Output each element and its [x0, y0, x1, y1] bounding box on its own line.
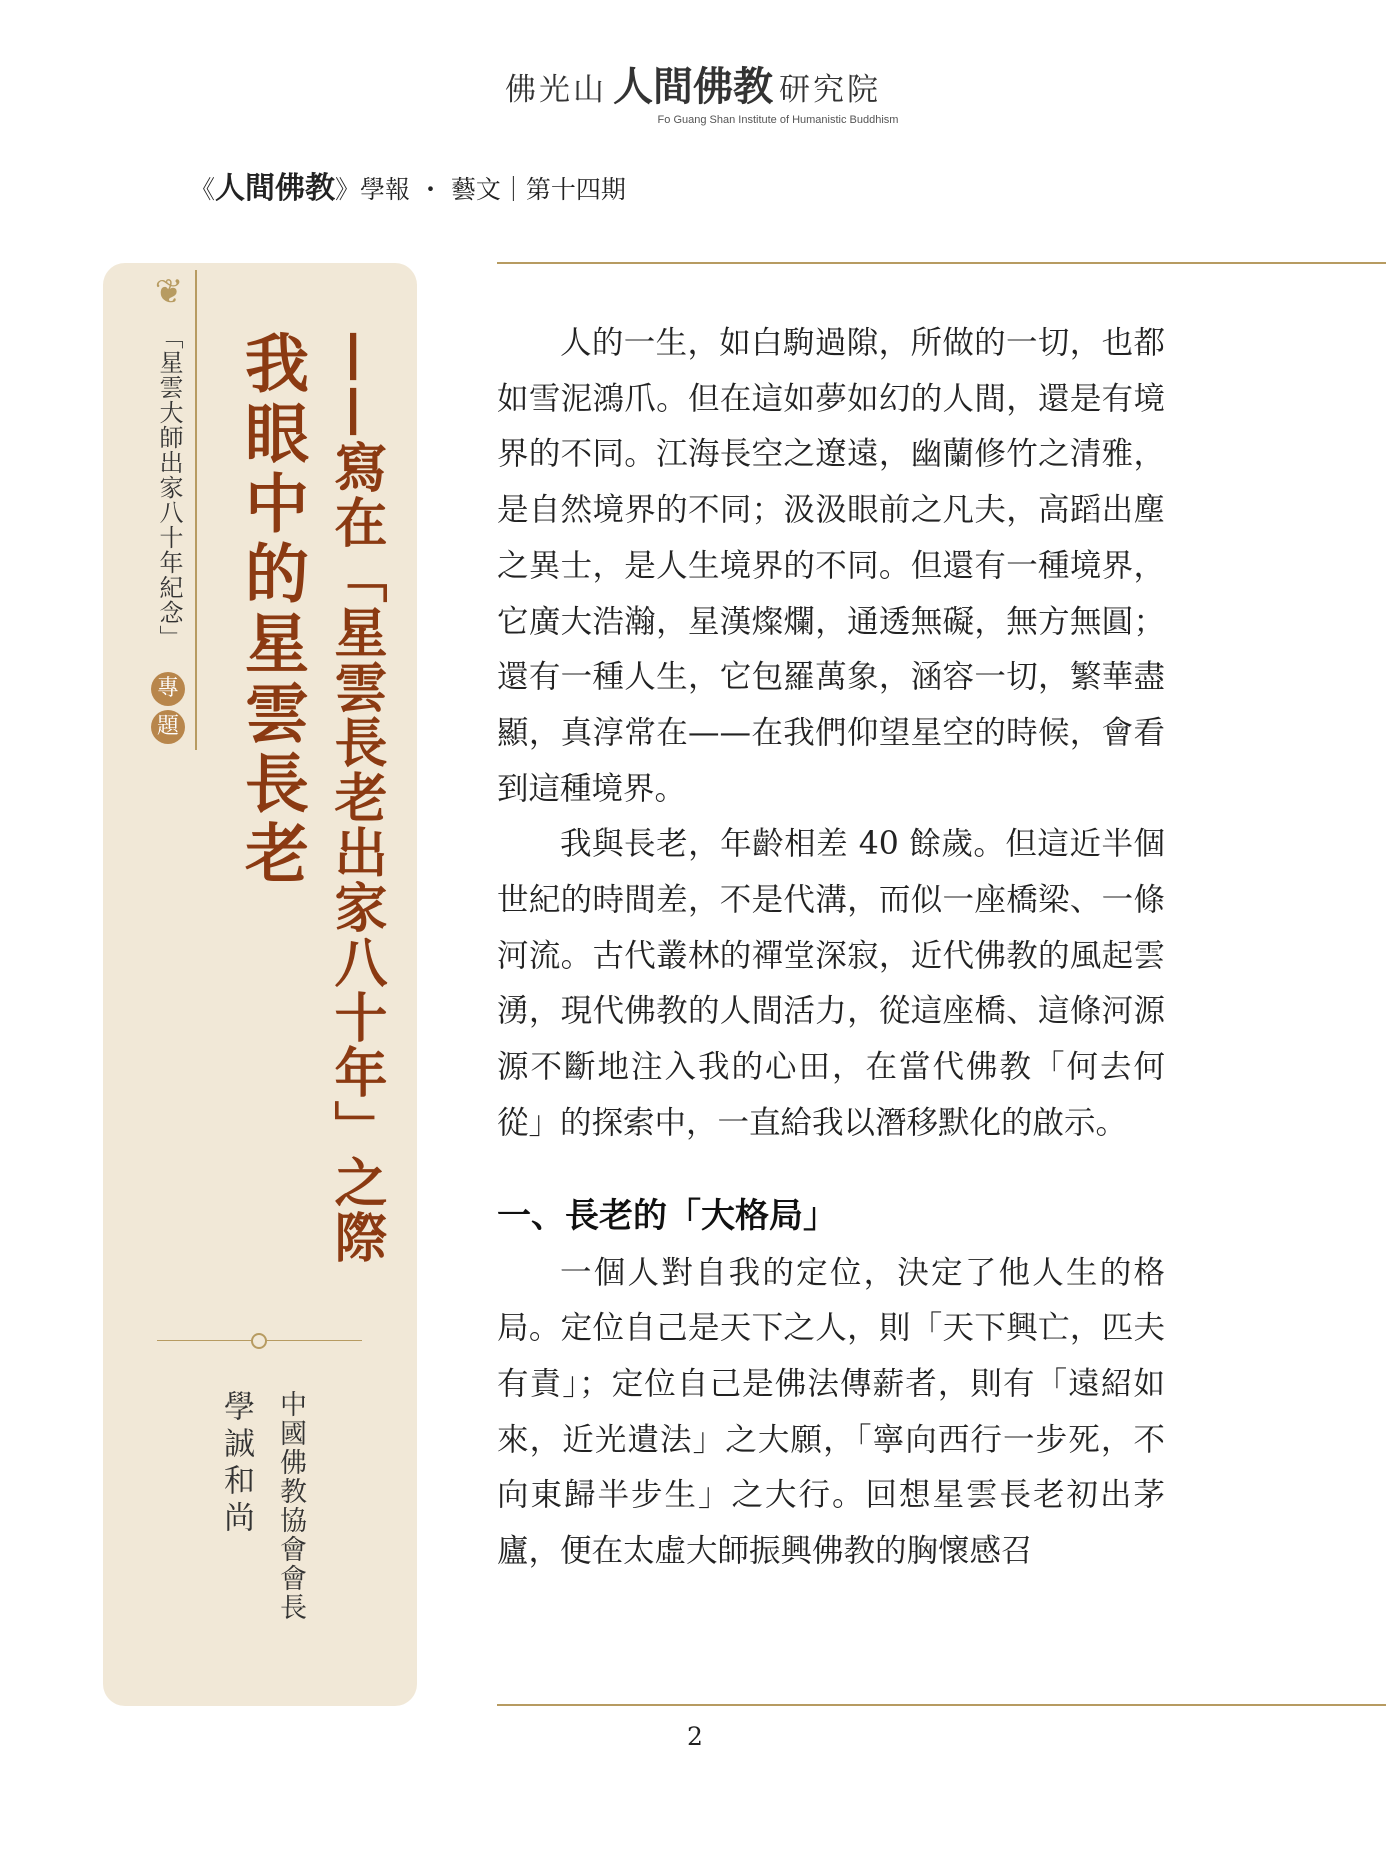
institute-title-left: 佛光山	[505, 72, 607, 108]
institute-header	[0, 55, 1386, 126]
body-paragraph-2: 我與長老，年齡相差 40 餘歲。但這近半個世紀的時間差，不是代溝，而似一座橋梁、一條河流。古代叢林的禪堂深寂，近代佛教的風起雲湧，現代佛教的人間活力，從這座橋、這條河源源不斷地注入我的心田，在當代佛教「何去何從」的探索中，一直給我以潛移默化的啟示。	[497, 826, 1165, 1141]
section-paragraph: 一個人對自我的定位，決定了他人生的格局。定位自己是天下之人，則「天下興亡，匹夫有責」；定位自己是佛法傳薪者，則有「遠紹如來，近光遺法」之大願，「寧向西行一步死，不向東歸半步生」之大行。回想星雲長老初出茅廬，便在太虛大師振興佛教的胸懷感召	[497, 1254, 1165, 1570]
page-number: 2	[687, 1722, 703, 1751]
journal-running-head	[190, 163, 626, 207]
article-subtitle: ——寫在「星雲長老出家八十年」之際	[326, 330, 388, 1265]
divider-dot-icon	[251, 1333, 267, 1349]
institute-logo-script: 人間佛教	[613, 63, 773, 110]
series-title: 「星雲大師出家八十年紀念」	[155, 325, 183, 650]
journal-logo-script: 人間佛教	[215, 171, 336, 206]
bottom-rule	[497, 1704, 1386, 1706]
running-head-issue: 》學報 ・ 藝文｜第十四期	[335, 175, 626, 204]
article-title: 我眼中的星雲長老	[234, 330, 309, 890]
series-strip	[145, 270, 197, 750]
author-name: 學誠和尚	[218, 1390, 254, 1538]
body-paragraph-1: 人的一生，如白駒過隙，所做的一切，也都如雪泥鴻爪。但在這如夢如幻的人間，還是有境界的不同。江海長空之遼遠，幽蘭修竹之清雅，是自然境界的不同；汲汲眼前之凡夫，高蹈出塵之異士，是人生境界的不同。但還有一種境界，它廣大浩瀚，星漢燦爛，通透無礙，無方無圓；還有一種人生，它包羅萬象，涵容一切，繁華盡顯，真淳常在——在我們仰望星空的時候，會看到這種境界。	[497, 325, 1165, 807]
special-topic-badge-1: 專	[151, 672, 185, 706]
running-head-open: 《	[190, 175, 216, 204]
institute-english-name: Fo Guang Shan Institute of Humanistic Buddhism	[657, 114, 899, 126]
author-affiliation: 中國佛教協會會長	[275, 1390, 306, 1622]
article-body	[497, 316, 1165, 1580]
section-heading: 一、長老的「大格局」	[497, 1195, 837, 1236]
institute-title	[0, 55, 1386, 112]
cloud-ornament-icon: ❦	[154, 272, 184, 312]
special-topic-badge-2: 題	[151, 710, 185, 744]
institute-title-right: 研究院	[779, 72, 881, 108]
top-rule	[497, 262, 1386, 264]
